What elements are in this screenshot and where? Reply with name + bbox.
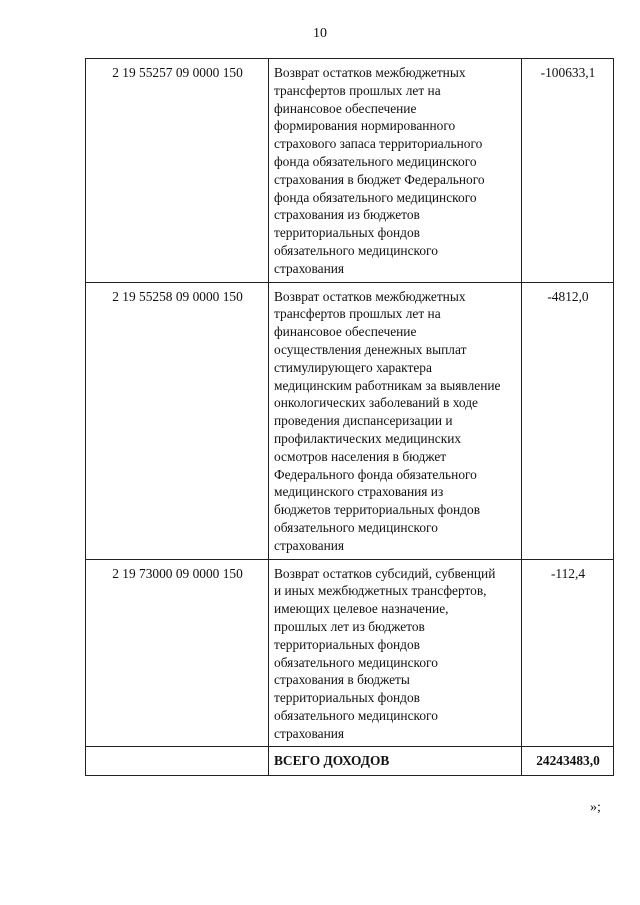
budget-code-cell: 2 19 55258 09 0000 150 bbox=[86, 282, 269, 559]
total-code-cell bbox=[86, 747, 269, 776]
amount-cell: -112,4 bbox=[522, 559, 614, 747]
total-label: ВСЕГО ДОХОДОВ bbox=[269, 747, 522, 776]
amount-cell: -100633,1 bbox=[522, 59, 614, 283]
total-amount: 24243483,0 bbox=[522, 747, 614, 776]
table-row bbox=[86, 282, 614, 559]
page-number: 10 bbox=[313, 26, 327, 41]
revenue-name-cell: Возврат остатков субсидий, субвенций и иных межбюджетных трансфертов, имеющих целевое назначение, прошлых лет из бюджетов территориальных фондов обязательного медицинского страхования в бюджеты территориальных фондов обязательного медицинского страхования bbox=[269, 559, 522, 747]
total-row bbox=[86, 747, 614, 776]
closing-quote-mark: »; bbox=[590, 800, 601, 815]
revenue-name-cell: Возврат остатков межбюджетных трансфертов прошлых лет на финансовое обеспечение формирования нормированного страхового запаса территориального фонда обязательного медицинского страхования в бюджет Федерального фонда обязательного медицинского страхования из бюджетов территориальных фондов обязательного медицинского страхования bbox=[269, 59, 522, 283]
table-row bbox=[86, 59, 614, 283]
revenue-table bbox=[85, 58, 614, 776]
budget-code-cell: 2 19 55257 09 0000 150 bbox=[86, 59, 269, 283]
budget-code-cell: 2 19 73000 09 0000 150 bbox=[86, 559, 269, 747]
amount-cell: -4812,0 bbox=[522, 282, 614, 559]
revenue-name-cell: Возврат остатков межбюджетных трансфертов прошлых лет на финансовое обеспечение осуществления денежных выплат стимулирующего характера медицинским работникам за выявление онкологических заболеваний в ходе проведения диспансеризации и профилактических медицинских осмотров населения в бюджет Федерального фонда обязательного медицинского страхования из бюджетов территориальных фондов обязательного медицинского страхования bbox=[269, 282, 522, 559]
table-row bbox=[86, 559, 614, 747]
